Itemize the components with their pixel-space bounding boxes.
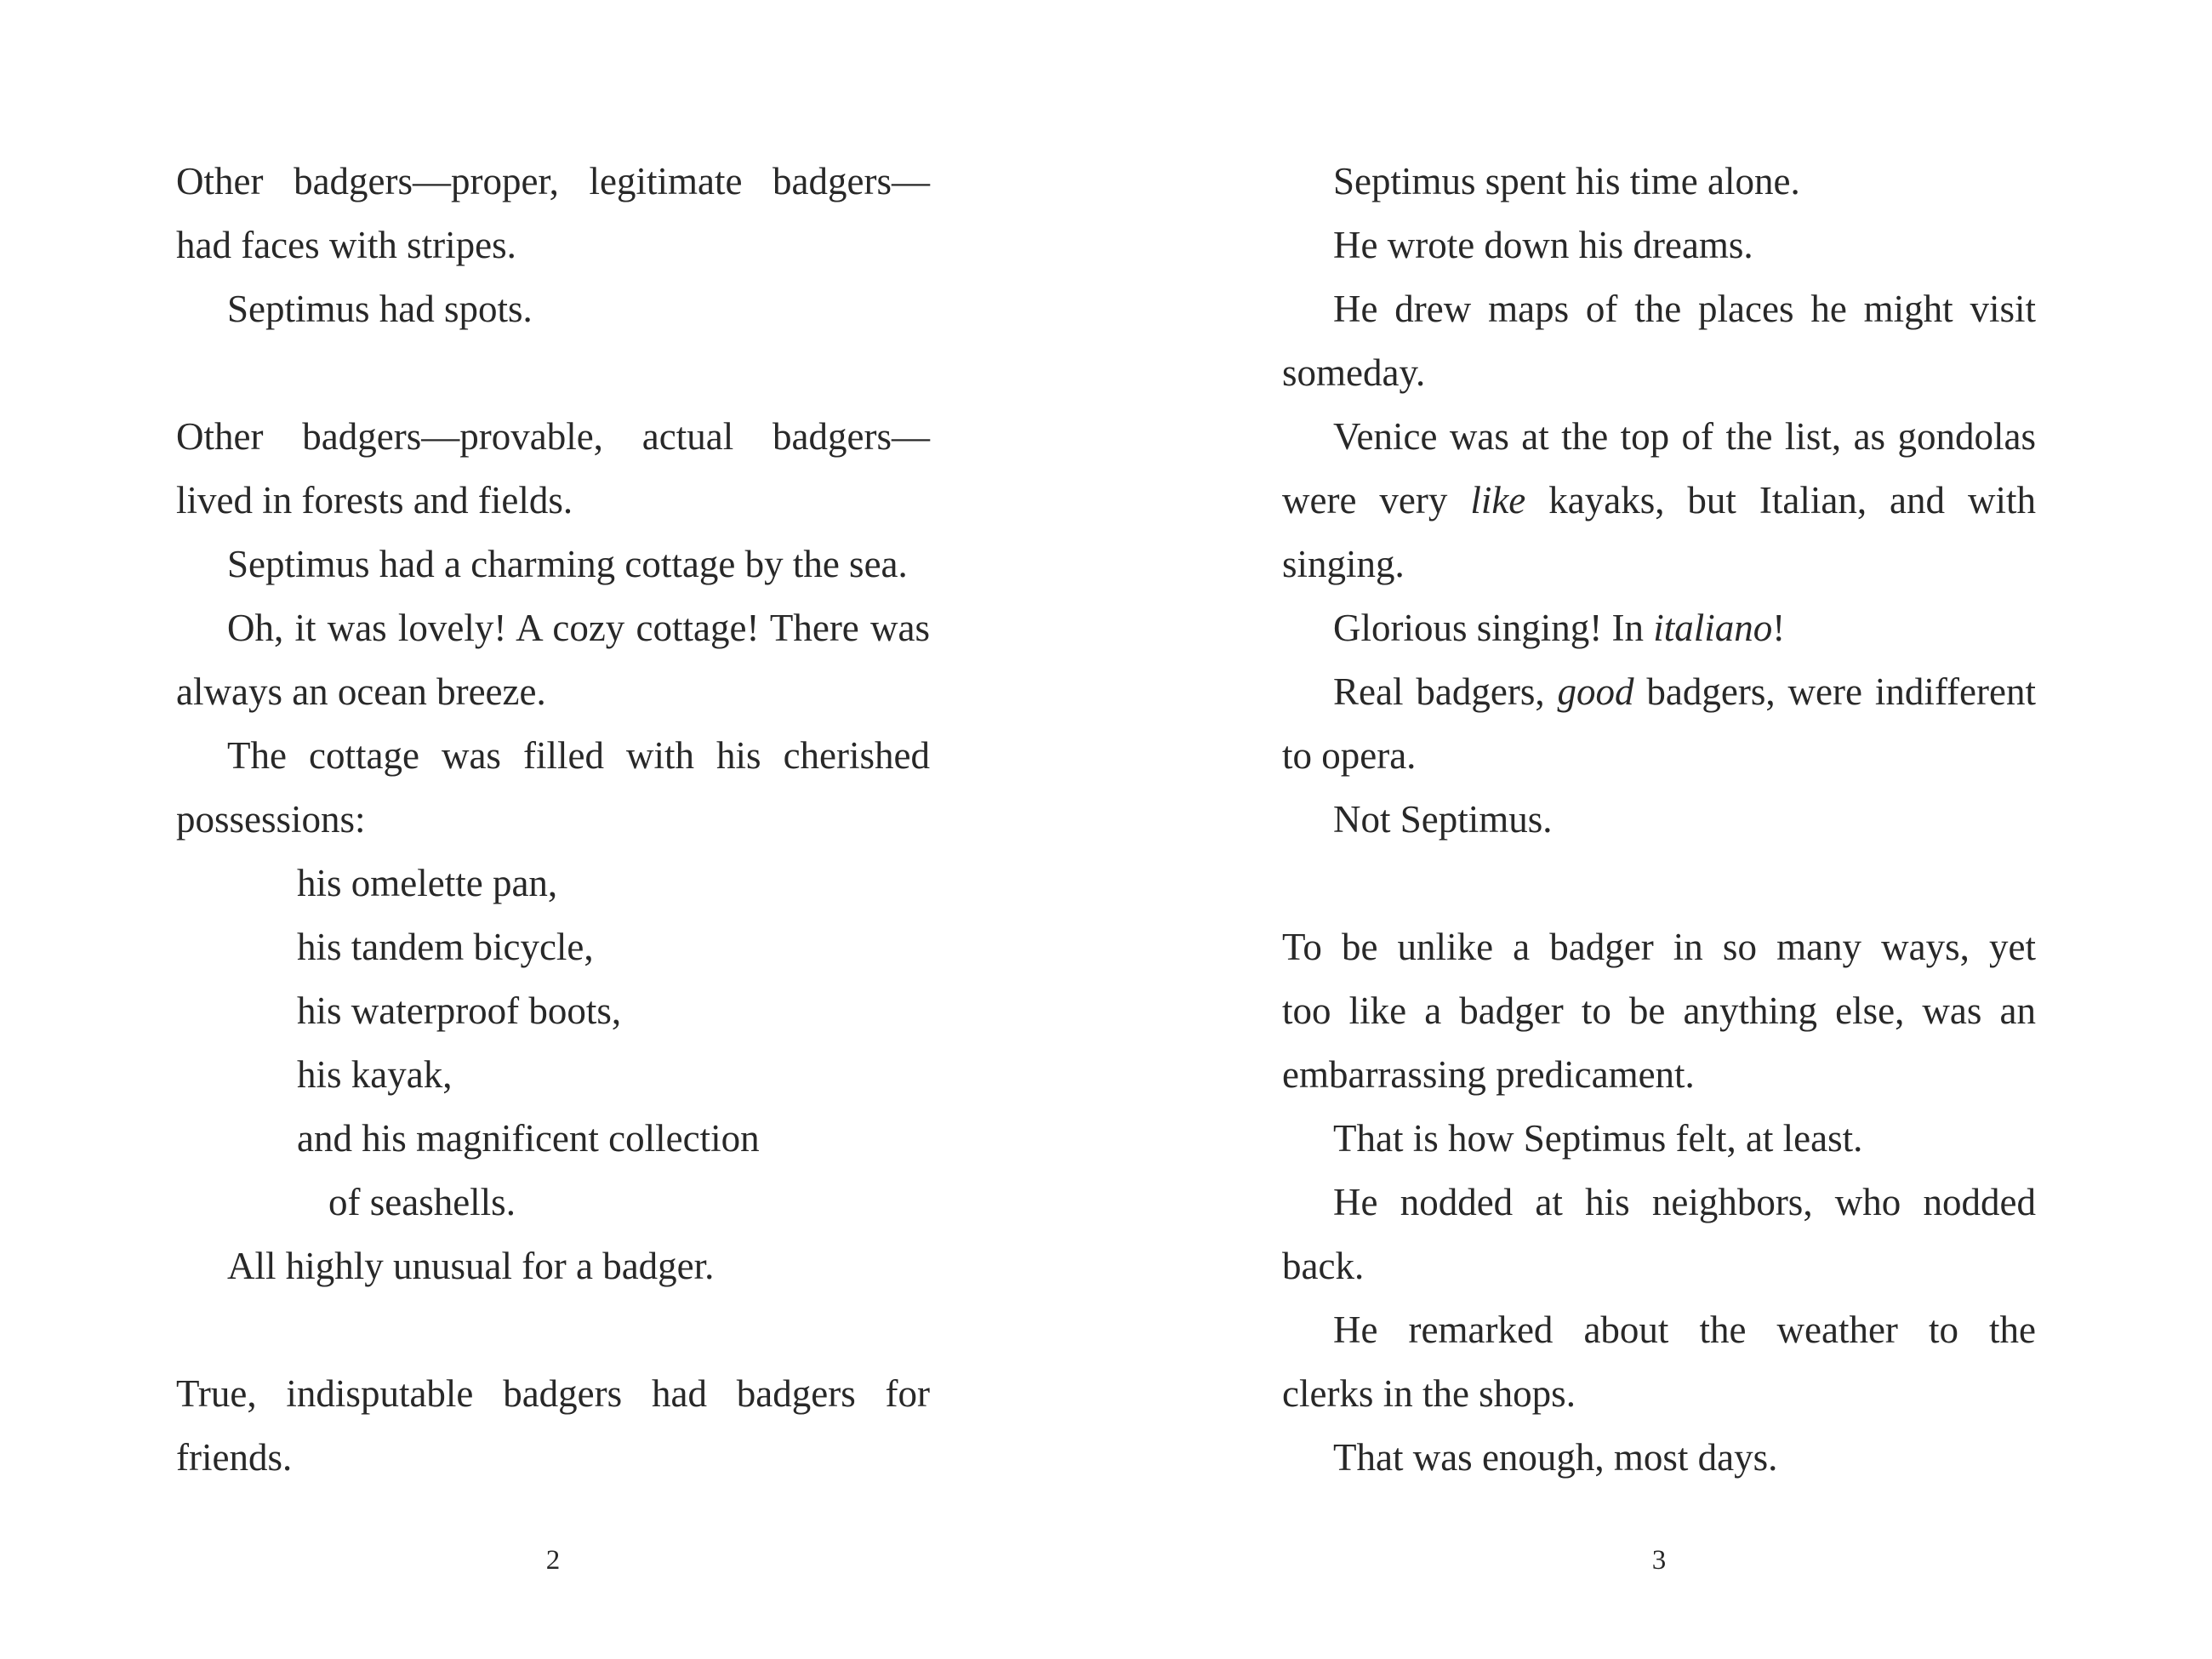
text-line: Not Septimus.: [1333, 798, 1553, 841]
text-line: He wrote down his dreams.: [1333, 224, 1753, 266]
page-text-left: [176, 150, 930, 1490]
text-line: too like a badger to be anything else, was an: [1282, 989, 2036, 1032]
text-line: his omelette pan,: [297, 862, 558, 904]
paragraph-gap: [1282, 852, 2036, 915]
text-line: Septimus spent his time alone.: [1333, 160, 1800, 202]
text-line: Other badgers—proper, legitimate badgers—: [176, 160, 930, 202]
italic-text: italiano: [1653, 607, 1773, 649]
text-line: always an ocean breeze.: [176, 670, 546, 713]
text-line: possessions:: [176, 798, 366, 841]
text-line: his kayak,: [297, 1053, 453, 1096]
text-line: Other badgers—provable, actual badgers—: [176, 415, 930, 458]
text-line: He drew maps of the places he might visit: [1333, 288, 2036, 330]
text-line: someday.: [1282, 351, 1426, 394]
text-line: All highly unusual for a badger.: [227, 1245, 715, 1287]
page-text-right: [1282, 150, 2036, 1490]
text-line: embarrassing predicament.: [1282, 1053, 1695, 1096]
text-line: clerks in the shops.: [1282, 1372, 1576, 1415]
text-line: his tandem bicycle,: [297, 926, 594, 968]
italic-text: good: [1557, 670, 1634, 713]
text-line: He nodded at his neighbors, who nodded: [1333, 1181, 2036, 1223]
text-line: Glorious singing! In italiano!: [1333, 607, 1786, 649]
page-number: 2: [545, 1545, 561, 1576]
text-line: friends.: [176, 1436, 293, 1479]
text-line: Septimus had a charming cottage by the sea.: [227, 543, 908, 585]
text-line: and his magnificent collection: [297, 1117, 760, 1160]
text-line: That is how Septimus felt, at least.: [1333, 1117, 1863, 1160]
paragraph-gap: [176, 341, 930, 405]
book-page-right: [1106, 0, 2212, 1659]
text-line: Real badgers, good badgers, were indifferent: [1333, 670, 2036, 713]
text-line: Venice was at the top of the list, as gondolas: [1333, 415, 2036, 458]
text-line: his waterproof boots,: [297, 989, 622, 1032]
text-line: Septimus had spots.: [227, 288, 533, 330]
text-line: That was enough, most days.: [1333, 1436, 1778, 1479]
text-line: of seashells.: [328, 1181, 516, 1223]
text-line: He remarked about the weather to the: [1333, 1308, 2036, 1351]
text-line: to opera.: [1282, 734, 1417, 777]
text-line: Oh, it was lovely! A cozy cottage! There was: [227, 607, 930, 649]
text-line: The cottage was filled with his cherished: [227, 734, 930, 777]
text-line: True, indisputable badgers had badgers for: [176, 1372, 930, 1415]
italic-text: like: [1470, 479, 1526, 522]
paragraph-gap: [176, 1298, 930, 1362]
page-number: 3: [1651, 1545, 1667, 1576]
text-line: To be unlike a badger in so many ways, yet: [1282, 926, 2036, 968]
text-line: back.: [1282, 1245, 1365, 1287]
text-line: were very like kayaks, but Italian, and with: [1282, 479, 2036, 522]
text-line: lived in forests and fields.: [176, 479, 573, 522]
text-line: had faces with stripes.: [176, 224, 516, 266]
text-line: singing.: [1282, 543, 1405, 585]
